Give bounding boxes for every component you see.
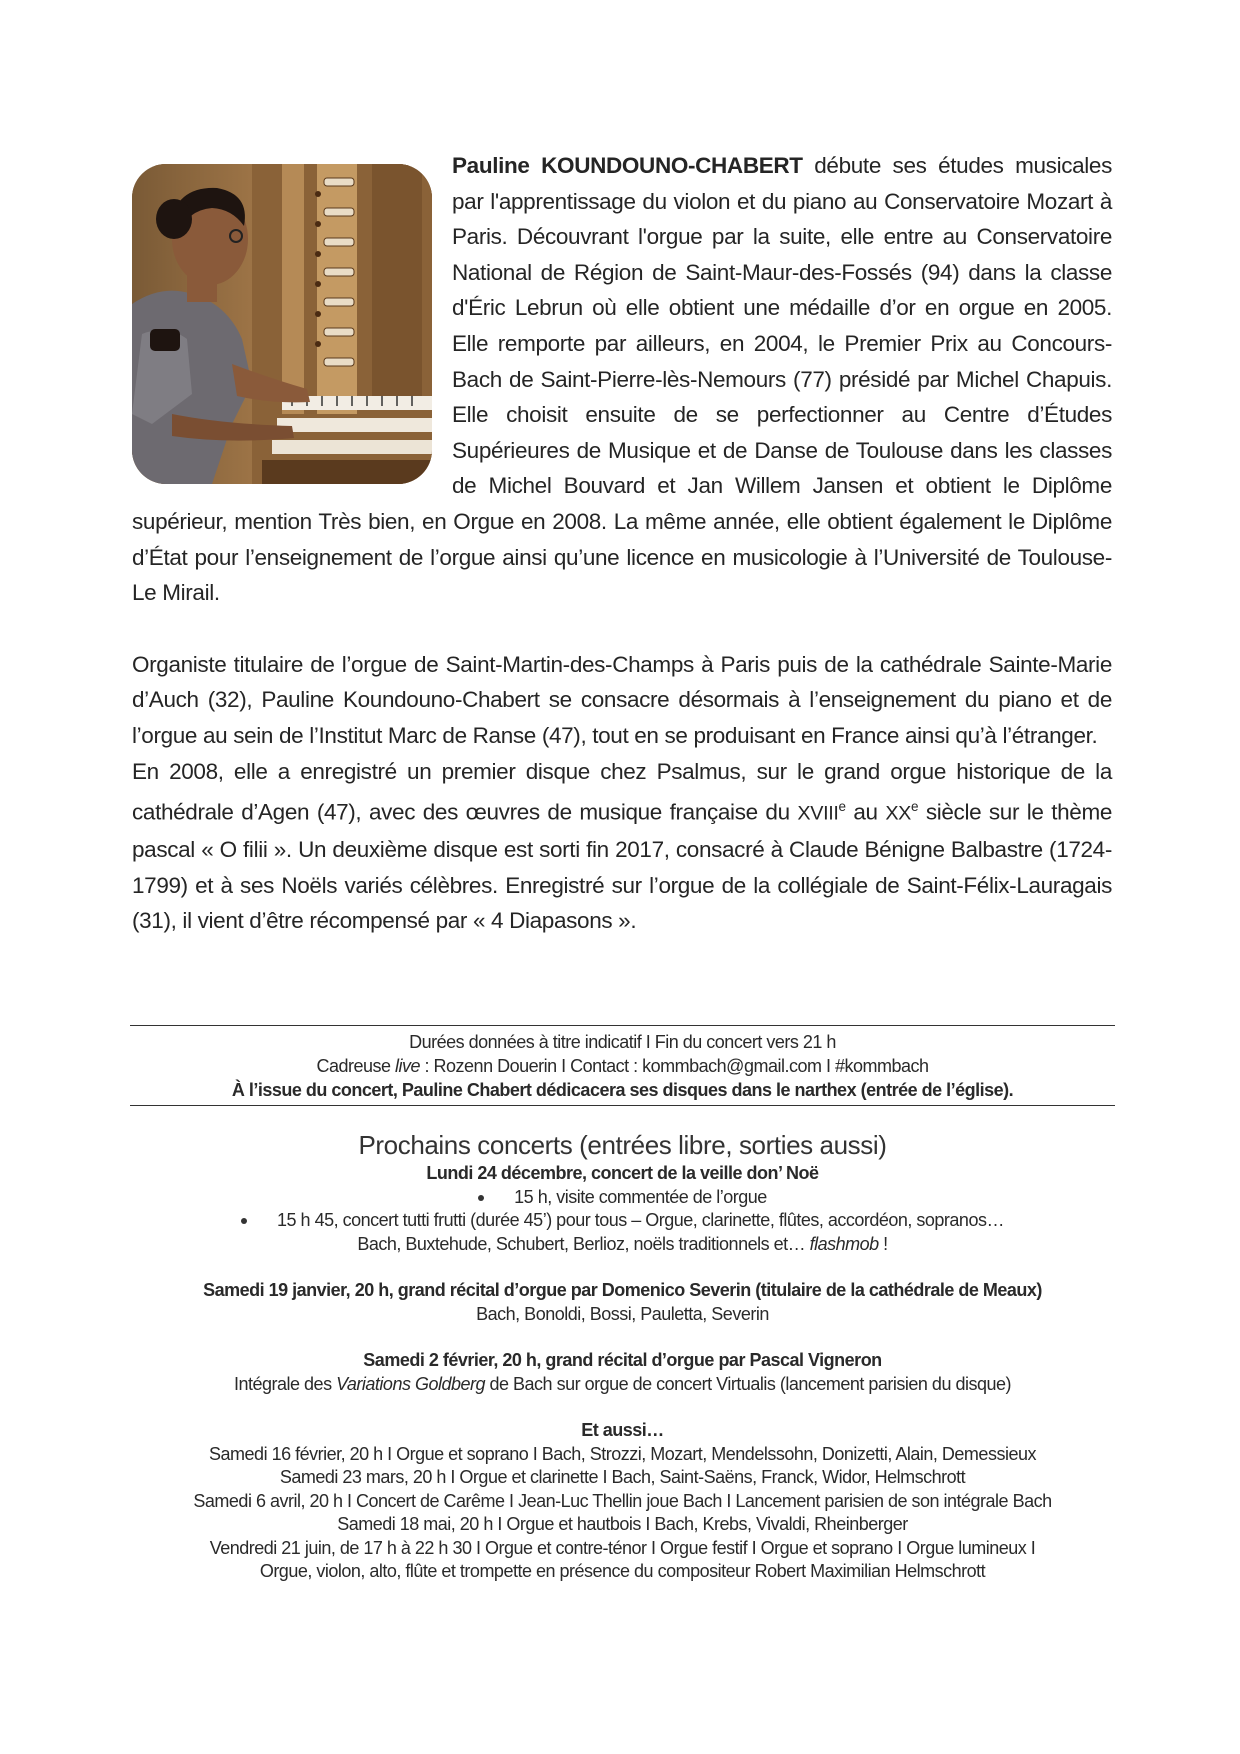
concert-info-box [130,1025,1115,1106]
organist-photo [132,164,432,484]
bullet-icon [478,1195,484,1201]
event-1-item-1: 15 h, visite commentée de l’orgue [130,1186,1115,1210]
info-signing: À l’issue du concert, Pauline Chabert dédicacera ses disques dans le narthex (entrée de l’église). [231,1080,1014,1100]
organist-photo-illustration [132,164,432,484]
bio-paragraph-3: En 2008, elle a enregistré un premier disque chez Psalmus, sur le grand orgue historique de la cathédrale d’Agen (47), avec des œuvres de musique française du XVIIIe au XXe siècle sur le thème pascal « O filii ». Un deuxième disque est sorti fin 2017, consacré à Claude Bénigne Balbastre (1724-1799) et à ses Noëls variés célèbres. Enregistré sur l’orgue de la collégiale de Saint-Félix-Lauragais (31), il vient d’être récompensé par « 4 Diapasons ». [132,758,1112,934]
aussi-item: Samedi 16 février, 20 h I Orgue et soprano I Bach, Strozzi, Mozart, Mendelssohn, Donizetti, Alain, Demessieux [209,1443,1036,1464]
concerts-title: Prochains concerts (entrées libre, sorties aussi) [358,1130,887,1160]
event-3-desc: Intégrale des Variations Goldberg de Bach sur orgue de concert Virtualis (lancement parisien du disque) [234,1373,1011,1394]
aussi-item: Samedi 18 mai, 20 h I Orgue et hautbois I Bach, Krebs, Vivaldi, Rheinberger [337,1514,908,1534]
aussi-item: Samedi 23 mars, 20 h I Orgue et clarinette I Bach, Saint-Saëns, Franck, Widor, Helmschrott [279,1467,966,1487]
bio-paragraph-2: Organiste titulaire de l’orgue de Saint-Martin-des-Champs à Paris puis de la cathédrale Sainte-Marie d’Auch (32), Pauline Koundouno-Chabert se consacre désormais à l’enseignement du piano et de l’orgue au sein de l’Institut Marc de Ranse (47), tout en se produisant en France ainsi qu’à l’étranger. [132,651,1112,748]
event-1-item-2-cont: Bach, Buxtehude, Schubert, Berlioz, noëls traditionnels et… flashmob ! [357,1233,888,1254]
event-2-desc: Bach, Bonoldi, Bossi, Pauletta, Severin [476,1303,769,1324]
event-1-item-2: 15 h 45, concert tutti frutti (durée 45’) pour tous – Orgue, clarinette, flûtes, accordéon, sopranos… [130,1209,1115,1233]
event-2-title: Samedi 19 janvier, 20 h, grand récital d’orgue par Domenico Severin (titulaire de la cathédrale de Meaux) [203,1280,1042,1300]
artist-name: Pauline KOUNDOUNO-CHABERT [452,153,803,178]
aussi-title: Et aussi… [581,1420,664,1440]
event-3-title: Samedi 2 février, 20 h, grand récital d’orgue par Pascal Vigneron [363,1350,882,1370]
event-1-title: Lundi 24 décembre, concert de la veille don’ Noë [426,1163,819,1183]
biography [132,148,1112,939]
bullet-icon [241,1218,247,1224]
upcoming-concerts [130,1128,1115,1584]
info-contact: Cadreuse live : Rozenn Douerin I Contact : kommbach@gmail.com I #kommbach [316,1056,929,1076]
bio-text-1: débute ses études musicales par l'apprentissage du violon et du piano au Conservatoire Mozart à Paris. Découvrant l'orgue par la suite, elle entre au Conservatoire National de Région de Saint-Maur-des-Fossés (94) dans la classe d'Éric Lebrun où elle obtient une médaille d’or en orgue en 2005. Elle remporte par ailleurs, en 2004, le Premier Prix au Concours-Bach de Saint-Pierre-lès-Nemours (77) présidé par Michel Chapuis. Elle choisit ensuite de se perfectionner au Centre d’Études Supérieures de Musique et de Danse de Toulouse dans les classes de Michel Bouvard et Jan Willem Jansen et obtient le Diplôme supérieur, mention Très bien, en Orgue en 2008. La même année, elle obtient également le Diplôme d’État pour l’enseignement de l’orgue ainsi qu’une licence en musicologie à l’Université de Toulouse-Le Mirail. [132,153,1112,606]
aussi-item: Orgue, violon, alto, flûte et trompette en présence du compositeur Robert Maximilian Helmschrott [259,1561,986,1581]
aussi-item: Vendredi 21 juin, de 17 h à 22 h 30 I Orgue et contre-ténor I Orgue festif I Orgue et soprano I Orgue lumineux I [209,1537,1036,1558]
aussi-item: Samedi 6 avril, 20 h I Concert de Carême I Jean-Luc Thellin joue Bach I Lancement parisien de son intégrale Bach [193,1490,1052,1511]
info-duration: Durées données à titre indicatif I Fin du concert vers 21 h [409,1032,836,1052]
